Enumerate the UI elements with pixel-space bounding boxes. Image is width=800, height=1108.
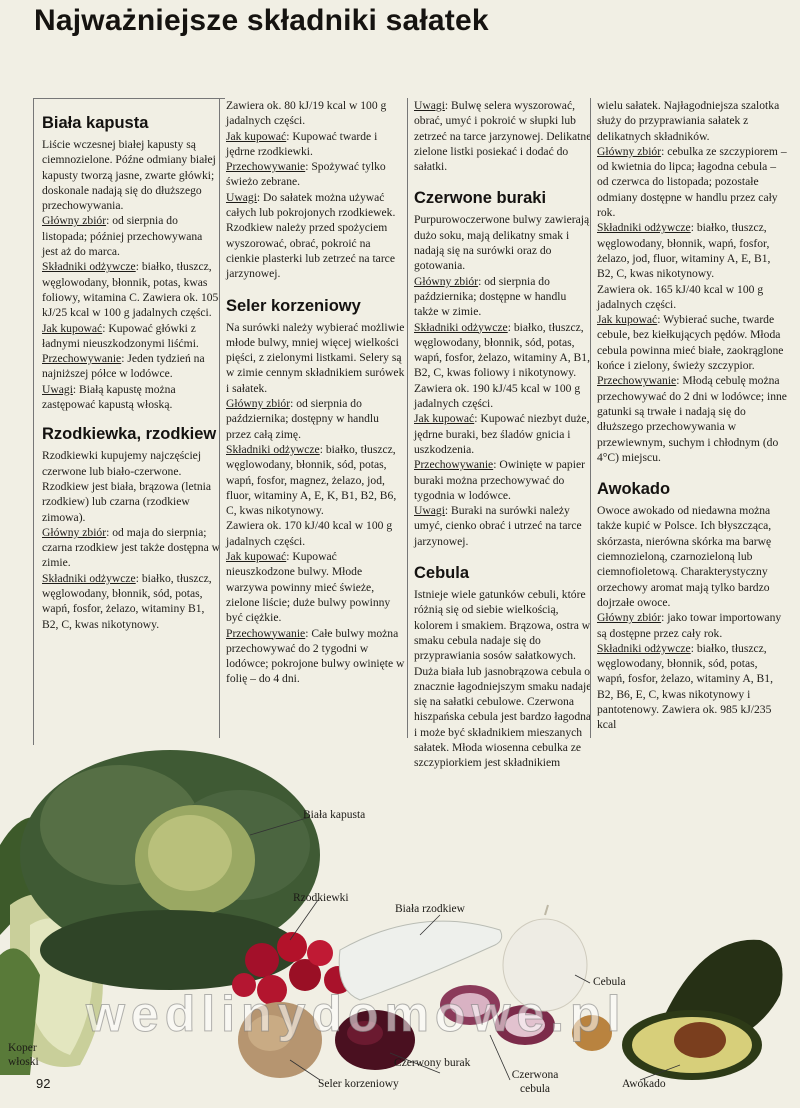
term: Główny zbiór bbox=[597, 611, 662, 625]
text: : cebulka ze szczypiorem – od kwietnia do lipca; łagodna cebula – od czerwca do listopada; pozostałe odmiany dostępne w handlu przez cały rok. bbox=[597, 144, 787, 220]
paragraph bbox=[226, 159, 406, 190]
paragraph bbox=[42, 382, 220, 413]
text: : Białą kapustę można zastępować kapustą włoską. bbox=[42, 382, 176, 412]
paragraph bbox=[597, 503, 787, 610]
paragraph bbox=[226, 190, 406, 282]
text: : Kupować twarde i jędrne rzodkiewki. bbox=[226, 129, 378, 158]
text: : Owinięte w papier buraki można przechowywać do tygodnia w lodówce. bbox=[414, 458, 585, 502]
text: : białko, tłuszcz, węglowodany, błonnik, sód, potas, wapń, fosfor, żelazo, witaminy B1, B2, C, kwas nikotynowy. bbox=[42, 571, 212, 631]
heading-czerwone-buraki: Czerwone buraki bbox=[414, 189, 547, 208]
paragraph bbox=[597, 373, 787, 465]
text: Rzodkiewki kupujemy najczęściej czerwone lub biało-czerwone. Rzodkiew jest biała, brązowa (letnia rzodkiew) lub czarna (rzodkiew zimowa). bbox=[42, 449, 212, 524]
text: : Bulwę selera wyszorować, obrać, umyć i pokroić w słupki lub zetrzeć na tarce jarzynowej. Delikatne zielone listki posiekać i dodać do sałatki. bbox=[414, 99, 592, 174]
term: Uwagi bbox=[226, 190, 257, 204]
term: Główny zbiór bbox=[414, 274, 479, 288]
paragraph bbox=[226, 549, 406, 625]
heading-biala-kapusta: Biała kapusta bbox=[42, 114, 149, 132]
paragraph bbox=[42, 321, 220, 352]
paragraph bbox=[597, 144, 787, 220]
label-koper: Koper włoski bbox=[8, 1042, 39, 1068]
paragraph bbox=[414, 98, 592, 174]
label-rzodkiewki: Rzodkiewki bbox=[293, 892, 349, 904]
paragraph bbox=[42, 571, 220, 632]
text: : Kupować niezbyt duże, jędrne buraki, bez śladów gnicia i uszkodzenia. bbox=[414, 412, 590, 456]
text: Na surówki należy wybierać możliwie młode bulwy, mniej więcej wielkości pięści, z zielonymi listkami. Selery są w zimie cennym składnikiem surówek i sałatek. bbox=[226, 320, 405, 395]
page-number: 92 bbox=[36, 1076, 51, 1091]
text: : Jeden tydzień na najniższej półce w lodówce. bbox=[42, 352, 205, 381]
term: Składniki odżywcze bbox=[414, 320, 508, 334]
text: : Kupować nieuszkodzone bulwy. Młode warzywa powinny mieć świeże, zielone liście; duże bulwy powinny być ciężkie. bbox=[226, 550, 391, 625]
term: Główny zbiór bbox=[42, 214, 107, 228]
paragraph bbox=[414, 320, 592, 381]
label-czerwony-burak: Czerwony burak bbox=[394, 1057, 471, 1069]
text: : Kupować główki z ładnymi nieuszkodzonymi liśćmi. bbox=[42, 321, 199, 350]
label-czerwona-cebula: Czerwona cebula bbox=[511, 1069, 559, 1095]
term: Składniki odżywcze bbox=[597, 641, 691, 655]
watermark: wedlinydomowe.pl bbox=[86, 986, 627, 1042]
text: Purpurowoczerwone bulwy zawierają dużo soku, mają delikatny smak i nadają się na surówki oraz do gotowania. bbox=[414, 213, 590, 273]
text: Zawiera ok. 165 kJ/40 kcal w 100 g jadalnych części. bbox=[597, 282, 764, 311]
paragraph bbox=[597, 220, 787, 281]
label-biala-rzodkiew: Biała rzodkiew bbox=[395, 903, 465, 915]
term: Składniki odżywcze bbox=[226, 442, 320, 456]
heading-seler: Seler korzeniowy bbox=[226, 296, 361, 315]
page-title: Najważniejsze składniki sałatek bbox=[34, 4, 489, 37]
paragraph bbox=[597, 98, 787, 144]
text: : Młodą cebulę można przechowywać do 2 dni w lodówce; inne gatunki są trwałe i nadają się do dłuższego przechowywania w przewiewnym, suchym i chłodnym (do 4°C) miejscu. bbox=[597, 374, 787, 464]
text: : Całe bulwy można przechowywać do 2 tygodni w lodówce; pokrojone bulwy owinięte w folię – do 4 dni. bbox=[226, 626, 405, 686]
paragraph bbox=[226, 98, 406, 129]
paragraph bbox=[42, 351, 220, 382]
text: : od maja do sierpnia; czarna rzodkiew jest także dostępna w zimie. bbox=[42, 525, 221, 570]
term: Jak kupować bbox=[414, 412, 475, 426]
column-2 bbox=[219, 98, 411, 738]
term: Jak kupować bbox=[226, 129, 287, 143]
paragraph bbox=[226, 396, 406, 442]
text-columns bbox=[33, 98, 793, 770]
vegetables-photo bbox=[0, 735, 800, 1103]
term: Przechowywanie bbox=[226, 160, 306, 174]
term: Przechowywanie bbox=[414, 458, 494, 472]
term: Składniki odżywcze bbox=[597, 221, 691, 235]
heading-rzodkiewka: Rzodkiewka, rzodkiew bbox=[42, 425, 217, 444]
text: Owoce awokado od niedawna można także kupić w Polsce. Ich błyszcząca, skórzasta, nierówna skórka ma barwę ciemnozieloną, czarnozieloną lub ciemnofioletową. Charakterystyczny orzechowy aromat mają tylko bardzo dojrzałe owoce. bbox=[597, 504, 772, 609]
paragraph bbox=[597, 641, 787, 733]
term: Składniki odżywcze bbox=[42, 571, 136, 585]
paragraph bbox=[42, 259, 220, 320]
paragraph bbox=[414, 274, 592, 320]
paragraph bbox=[414, 411, 592, 457]
column-1 bbox=[33, 98, 225, 745]
paragraph bbox=[226, 129, 406, 160]
text: : białko, tłuszcz, węglowodany, błonnik, potas, kwas foliowy, witamina C. Zawiera ok. 105 kJ/25 kcal w 100 g jadalnych części. bbox=[42, 260, 219, 320]
label-awokado: Awokado bbox=[622, 1078, 666, 1090]
text: wielu sałatek. Najłagodniejsza szalotka służy do przyprawiania sałatek z delikatnych składników. bbox=[597, 99, 780, 143]
text: : jako towar importowany są dostępne przez cały rok. bbox=[597, 611, 782, 640]
term: Główny zbiór bbox=[226, 397, 291, 411]
text: : Wybierać suche, twarde cebule, bez kiełkujących pędów. Młoda cebula powinna mieć białe, zaokrąglone końce i zielony, świeży szczypior. bbox=[597, 313, 784, 373]
paragraph bbox=[226, 518, 406, 549]
text: Zawiera ok. 190 kJ/45 kcal w 100 g jadalnych części. bbox=[414, 381, 581, 411]
paragraph bbox=[42, 137, 220, 213]
paragraph bbox=[226, 442, 406, 518]
paragraph bbox=[597, 282, 787, 313]
text: : Buraki na surówki należy umyć, cienko obrać i utrzeć na tarce jarzynowej. bbox=[414, 504, 582, 548]
text: : Spożywać tylko świeżo zebrane. bbox=[226, 160, 386, 189]
text: : białko, tłuszcz, węglowodany, błonnik, wapń, fosfor, żelazo, jod, fluor, witaminy A, E, B1, B2, C, kwas nikotynowy. bbox=[597, 221, 771, 281]
paragraph bbox=[597, 312, 787, 373]
text: : białko, tłuszcz, węglowodany, błonnik, sód, potas, wapń, fosfor, żelazo, witaminy A, B1, B2, C, kwas foliowy i nikotynowy. bbox=[414, 320, 590, 380]
term: Przechowywanie bbox=[597, 374, 677, 388]
avocado-image bbox=[622, 940, 783, 1080]
paragraph bbox=[414, 212, 592, 273]
column-4 bbox=[590, 98, 792, 738]
term: Składniki odżywcze bbox=[42, 260, 136, 274]
term: Jak kupować bbox=[42, 321, 103, 335]
text: : białko, tłuszcz, węglowodany, błonnik, sód, potas, wapń, fosfor, żelazo, witaminy A, B1, B2, B6, E, C, kwas nikotynowy i pantotenowy. Zawiera ok. 985 kJ/235 kcal bbox=[597, 641, 773, 732]
paragraph bbox=[42, 448, 220, 524]
paragraph bbox=[226, 626, 406, 687]
text: : Do sałatek można używać całych lub pokrojonych rzodkiewek. Rzodkiew należy przed spożyciem wyszorować, obrać, pokroić na cienkie plasterki lub zetrzeć na tarce jarzynowej. bbox=[226, 190, 396, 281]
term: Jak kupować bbox=[597, 313, 658, 327]
term: Jak kupować bbox=[226, 550, 287, 564]
paragraph bbox=[414, 381, 592, 412]
label-seler: Seler korzeniowy bbox=[318, 1078, 399, 1090]
text: : od sierpnia do października; dostępne w handlu także w zimie. bbox=[414, 274, 567, 319]
term: Przechowywanie bbox=[42, 352, 122, 366]
term: Główny zbiór bbox=[42, 525, 107, 539]
paragraph bbox=[42, 213, 220, 259]
paragraph bbox=[42, 525, 220, 571]
term: Przechowywanie bbox=[226, 626, 306, 640]
column-3 bbox=[407, 98, 597, 770]
text: Istnieje wiele gatunków cebuli, które różnią się od siebie wielkością, kolorem i smakiem. Brązowa, ostra w smaku cebula nadaje się do przyprawiania sosów sałatkowych. Duża biała lub jasnobrązowa cebula o znacznie łagodniejszym smaku nadaje się na sałatki cebulowe. Czerwona hiszpańska cebula jest bardzo łagodna i może być składnikiem mieszanych sałatek. Młoda wiosenna cebulka ze szczypiorkiem jest składnikiem bbox=[414, 588, 592, 770]
label-biala-kapusta: Biała kapusta bbox=[303, 809, 366, 821]
paragraph bbox=[414, 503, 592, 549]
text: Liście wczesnej białej kapusty są ciemnozielone. Późne odmiany białej kapusty tworzą jasne, zwarte główki; doskonale nadają się do dłuższego przechowywania. bbox=[42, 138, 216, 213]
term: Uwagi bbox=[42, 382, 73, 396]
vegetables-illustration bbox=[0, 735, 800, 1103]
paragraph bbox=[597, 610, 787, 641]
term: Uwagi bbox=[414, 99, 445, 112]
heading-cebula: Cebula bbox=[414, 564, 470, 583]
paragraph bbox=[414, 457, 592, 503]
text: : od sierpnia do października; dostępny w handlu przez całą zimę. bbox=[226, 397, 379, 441]
text: : od sierpnia do listopada; później przechowywana jest aż do marca. bbox=[42, 214, 203, 259]
text: Zawiera ok. 170 kJ/40 kcal w 100 g jadalnych części. bbox=[226, 519, 393, 548]
paragraph bbox=[226, 320, 406, 396]
text: : białko, tłuszcz, węglowodany, błonnik, sód, potas, wapń, fosfor, magnez, żelazo, jod, fluor, witaminy A, E, K, B1, B2, B6, C, kwas nikotynowy. bbox=[226, 442, 397, 518]
label-cebula: Cebula bbox=[593, 976, 626, 988]
text: Zawiera ok. 80 kJ/19 kcal w 100 g jadalnych części. bbox=[226, 99, 387, 128]
term: Główny zbiór bbox=[597, 144, 662, 158]
heading-awokado: Awokado bbox=[597, 480, 671, 499]
term: Uwagi bbox=[414, 504, 445, 518]
